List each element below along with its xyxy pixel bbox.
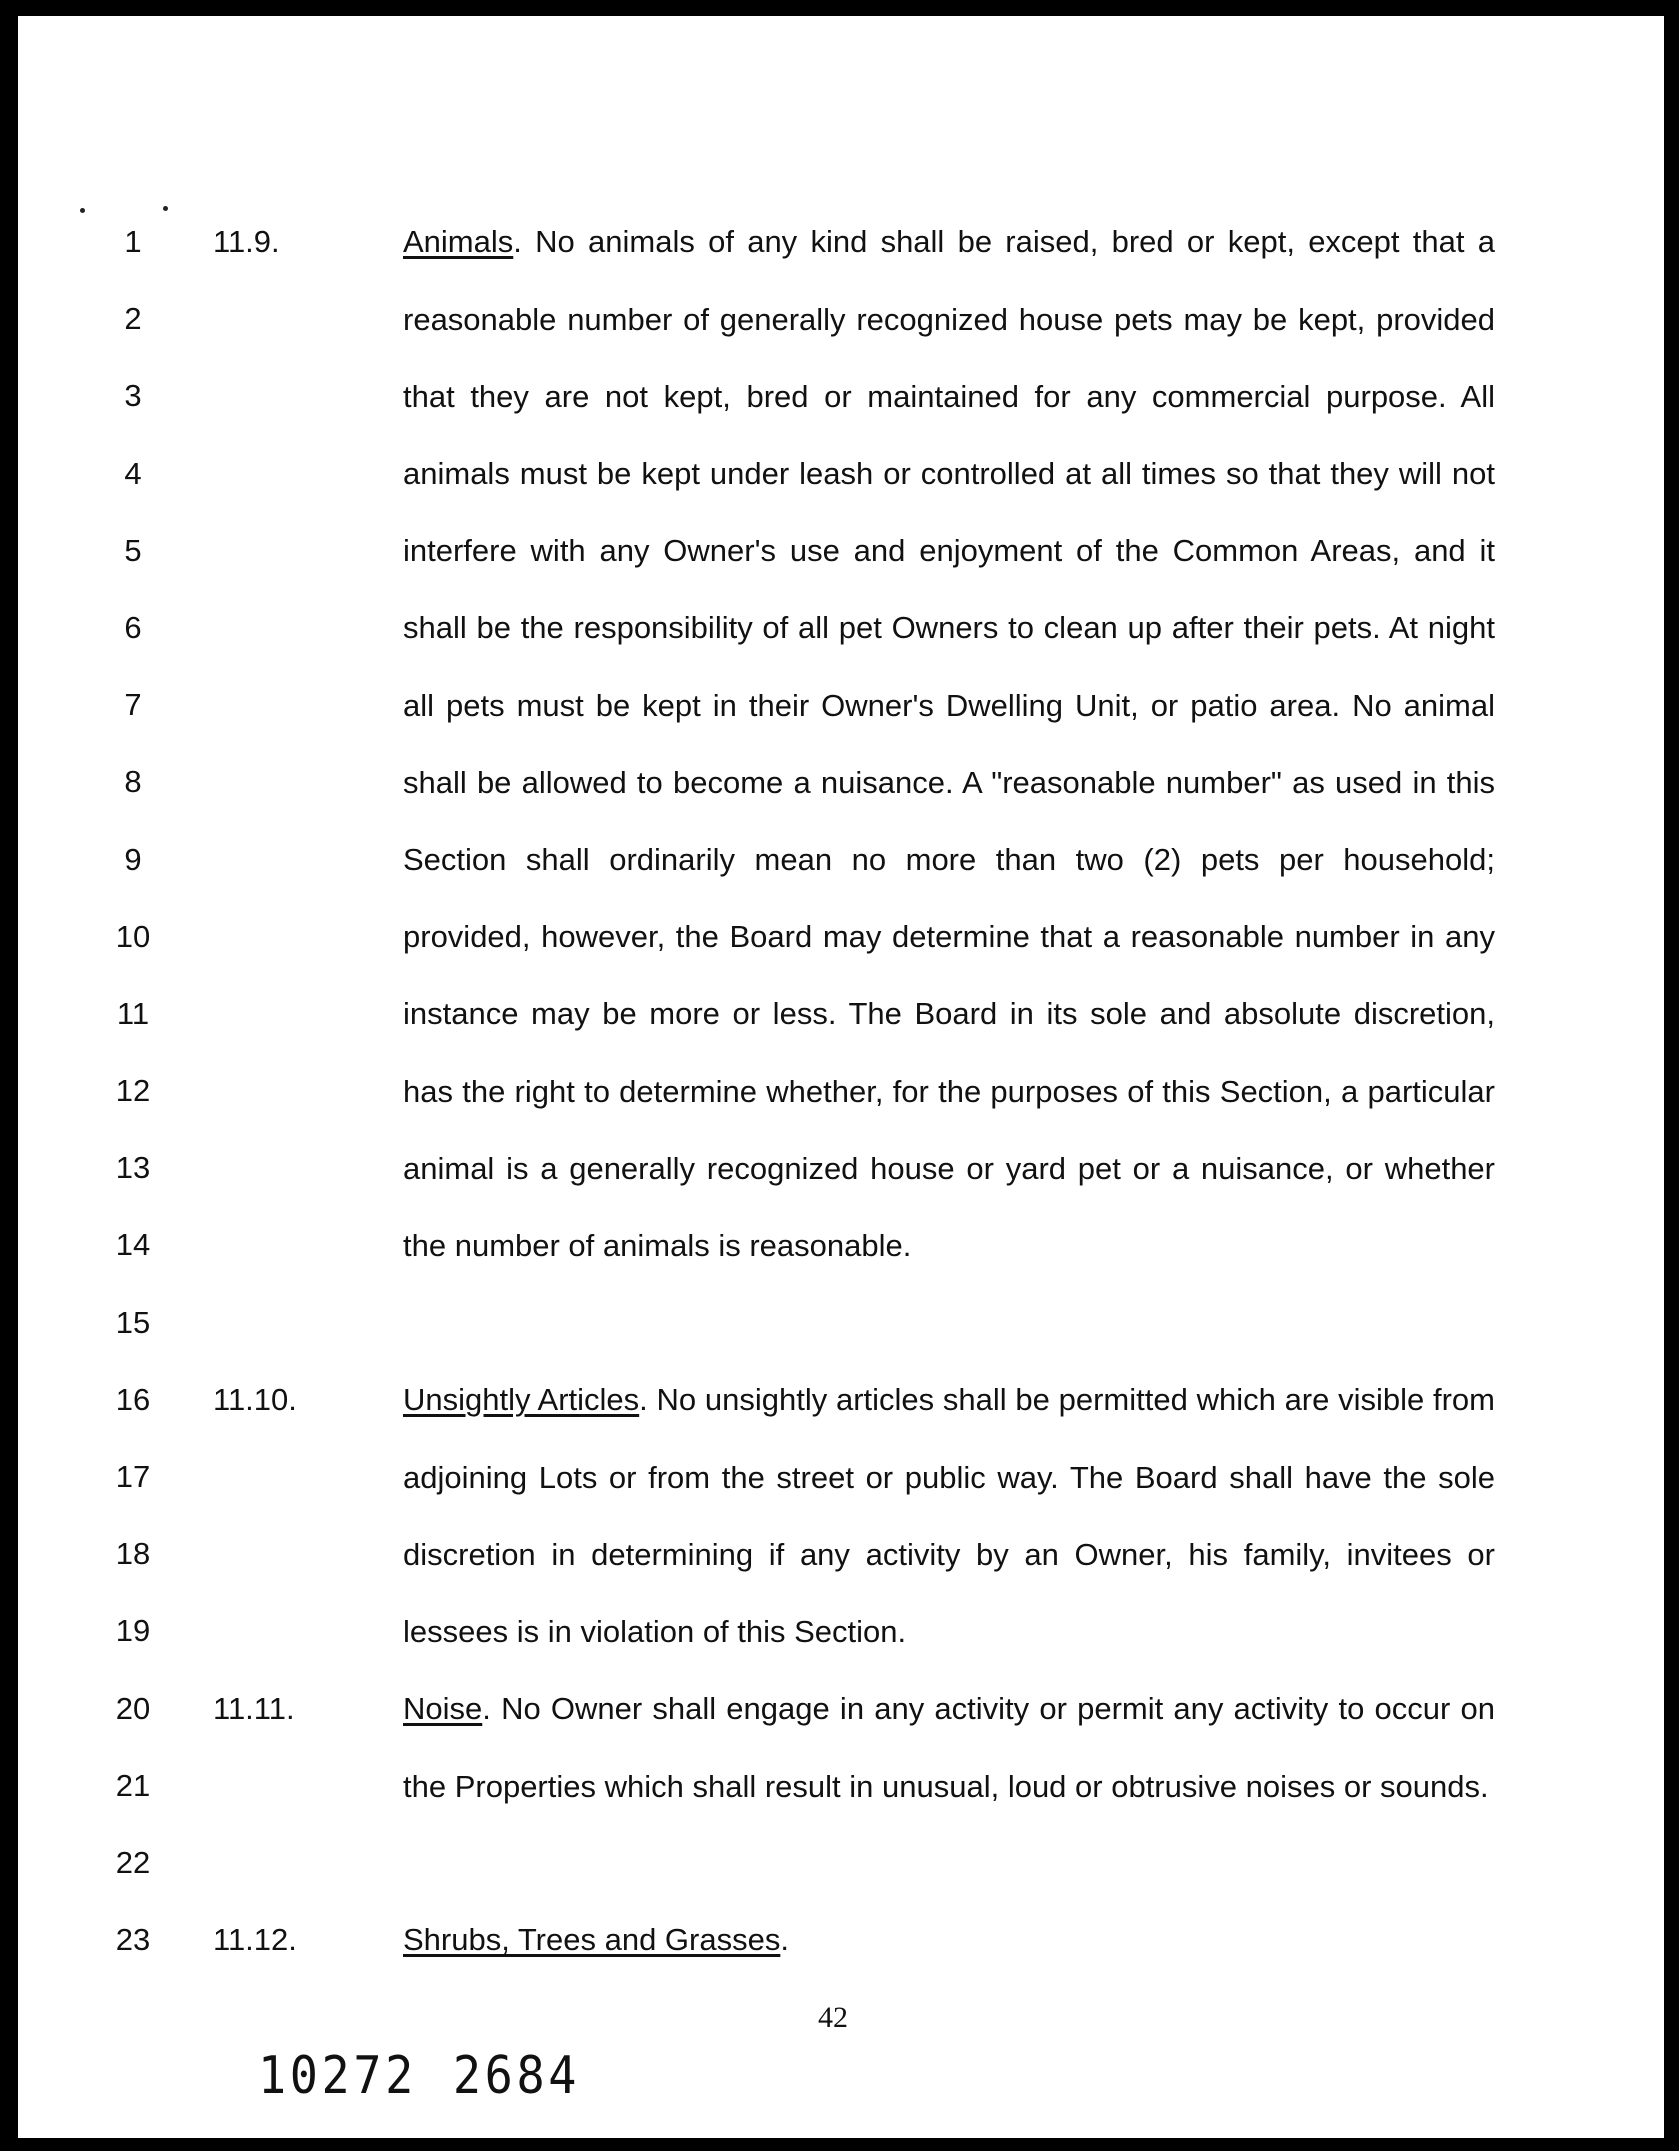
page-number: 42 xyxy=(818,2001,848,2034)
scan-speck xyxy=(80,208,85,213)
line-number: 19 xyxy=(115,1613,151,1649)
line-number: 14 xyxy=(115,1227,151,1263)
line-number: 2 xyxy=(124,301,142,337)
line-number: 8 xyxy=(124,764,142,800)
line-number: 5 xyxy=(124,532,142,568)
line-number: 23 xyxy=(115,1922,151,1958)
section-heading: Unsightly Articles xyxy=(403,1382,640,1418)
line-number: 15 xyxy=(115,1304,151,1340)
line-number: 20 xyxy=(115,1690,151,1726)
line-number: 3 xyxy=(124,378,142,414)
section-text: . xyxy=(780,1922,789,1958)
line-number-column xyxy=(88,222,178,1997)
section-heading: Animals xyxy=(403,224,514,260)
section-number: 11.9. xyxy=(213,224,280,259)
document-stamp-number xyxy=(258,2046,580,2106)
section-heading: Noise xyxy=(403,1691,483,1727)
line-number: 13 xyxy=(115,1150,151,1186)
section-body xyxy=(403,1361,1495,1670)
line-number: 7 xyxy=(124,687,142,723)
line-number: 12 xyxy=(115,1073,151,1109)
section-number: 11.12. xyxy=(213,1922,297,1957)
line-number: 4 xyxy=(124,455,142,491)
section-text: . No Owner shall engage in any activity or permit any activity to occur on the Properties which shall result in unusual, loud or obtrusive noises or sounds. xyxy=(403,1691,1495,1804)
line-number: 10 xyxy=(115,918,151,954)
scan-speck xyxy=(163,206,168,211)
section-text: . No unsightly articles shall be permitted which are visible from adjoining Lots or from the street or public way. The Board shall have the sole discretion in determining if any activity by an Owner, his family, invitees or lessees is in violation of this Section. xyxy=(403,1382,1495,1650)
section-heading: Shrubs, Trees and Grasses xyxy=(403,1922,781,1958)
section-body xyxy=(403,203,1495,1284)
line-number: 11 xyxy=(116,995,150,1031)
document-page xyxy=(18,16,1664,2138)
section-text: . No animals of any kind shall be raised, bred or kept, except that a reasonable number of generally recognized house pets may be kept, provided that they are not kept, bred or maintained for any commercial purpose. All animals must be kept under leash or controlled at all times so that they will not interfere with any Owner's use and enjoyment of the Common Areas, and it shall be the responsibility of all pet Owners to clean up after their pets. At night all pets must be kept in their Owner's Dwelling Unit, or patio area. No animal shall be allowed to become a nuisance. A "reasonable number" as used in this Section shall ordinarily mean no more than two (2) pets per household; provided, however, the Board may determine that a reasonable number in any instance may be more or less. The Board in its sole and absolute discretion, has the right to determine whether, for the purposes of this Section, a particular animal is a generally recognized house or yard pet or a nuisance, or whether the number of animals is reasonable. xyxy=(403,224,1495,1264)
section-number: 11.11. xyxy=(213,1691,295,1726)
line-number: 9 xyxy=(124,841,142,877)
line-number: 17 xyxy=(115,1459,151,1494)
line-number: 18 xyxy=(115,1536,151,1572)
line-number: 6 xyxy=(124,609,142,645)
book-number: 10272 xyxy=(258,2046,417,2106)
line-number: 21 xyxy=(115,1767,151,1803)
section-number: 11.10. xyxy=(213,1382,297,1417)
line-number: 16 xyxy=(115,1381,151,1417)
line-number: 1 xyxy=(124,224,142,259)
section-body xyxy=(403,1670,1495,1824)
line-number: 22 xyxy=(115,1844,151,1880)
section-body xyxy=(403,1901,1495,1978)
stamp-page-number: 2684 xyxy=(452,2046,581,2106)
